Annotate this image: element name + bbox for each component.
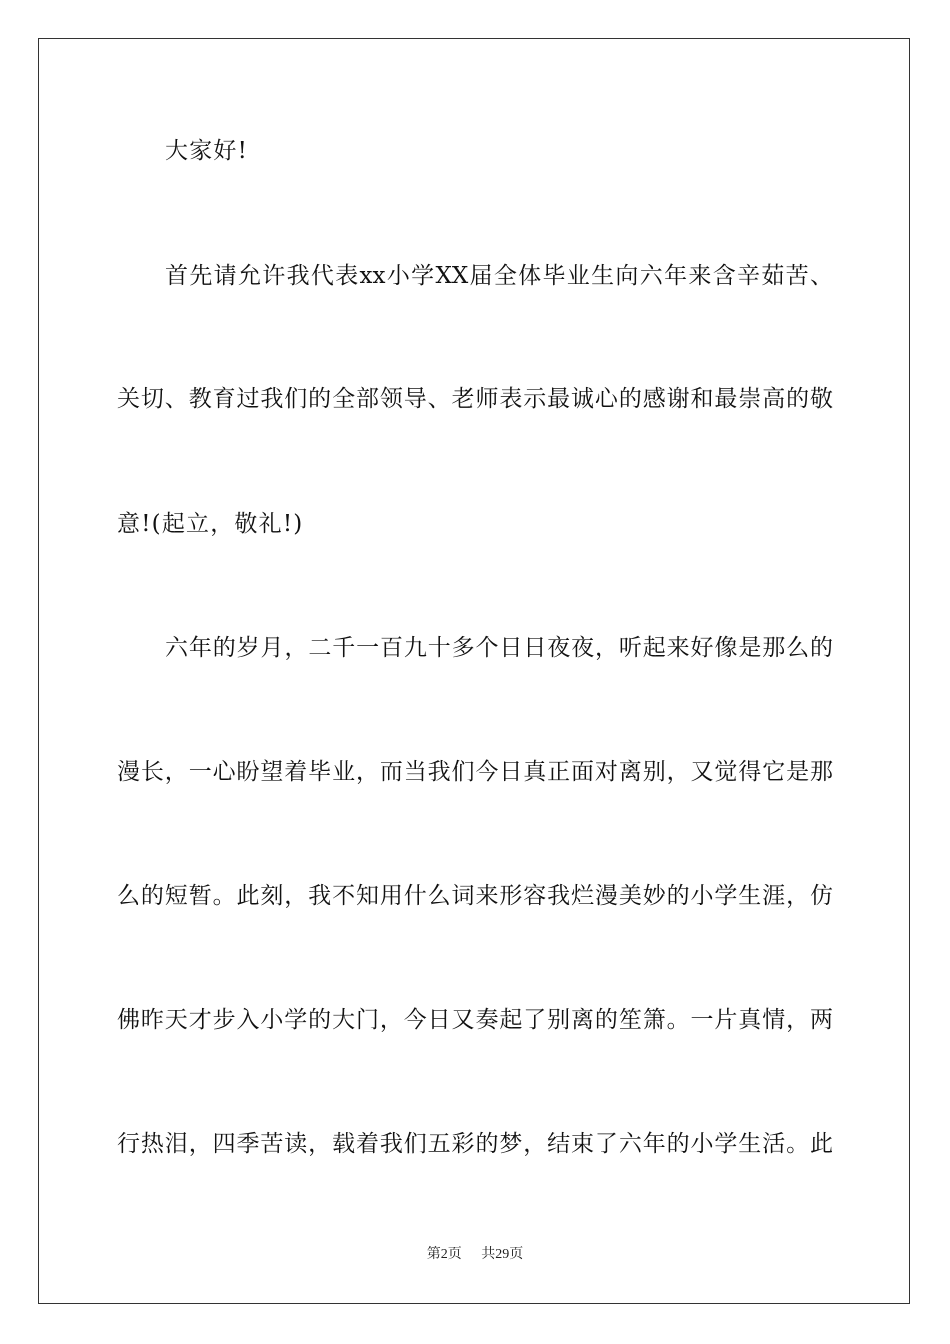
page-total: 共29页 (481, 1247, 524, 1262)
paragraph-2-line-4: 佛昨天才步入小学的大门，今日又奏起了别离的笙箫。一片真情，两 (117, 1007, 833, 1033)
page-number: 第2页 (426, 1247, 462, 1262)
paragraph-2-line-5: 行热泪，四季苦读，载着我们五彩的梦，结束了六年的小学生活。此 (117, 1131, 833, 1157)
paragraph-1-line-1: 首先请允许我代表xx小学XX届全体毕业生向六年来含辛茹苦、 (165, 263, 833, 289)
paragraph-1-line-2: 关切、教育过我们的全部领导、老师表示最诚心的感谢和最崇高的敬 (117, 386, 833, 412)
paragraph-1-line-3: 意!(起立，敬礼!) (117, 511, 304, 537)
paragraph-2-line-2: 漫长，一心盼望着毕业，而当我们今日真正面对离别，又觉得它是那 (117, 759, 833, 785)
greeting-line: 大家好! (165, 138, 249, 164)
page-footer (0, 1246, 950, 1264)
page-frame (38, 38, 910, 1304)
paragraph-2-line-3: 么的短暂。此刻，我不知用什么词来形容我烂漫美妙的小学生涯，仿 (117, 883, 833, 909)
paragraph-2-line-1: 六年的岁月，二千一百九十多个日日夜夜，听起来好像是那么的 (165, 635, 833, 661)
